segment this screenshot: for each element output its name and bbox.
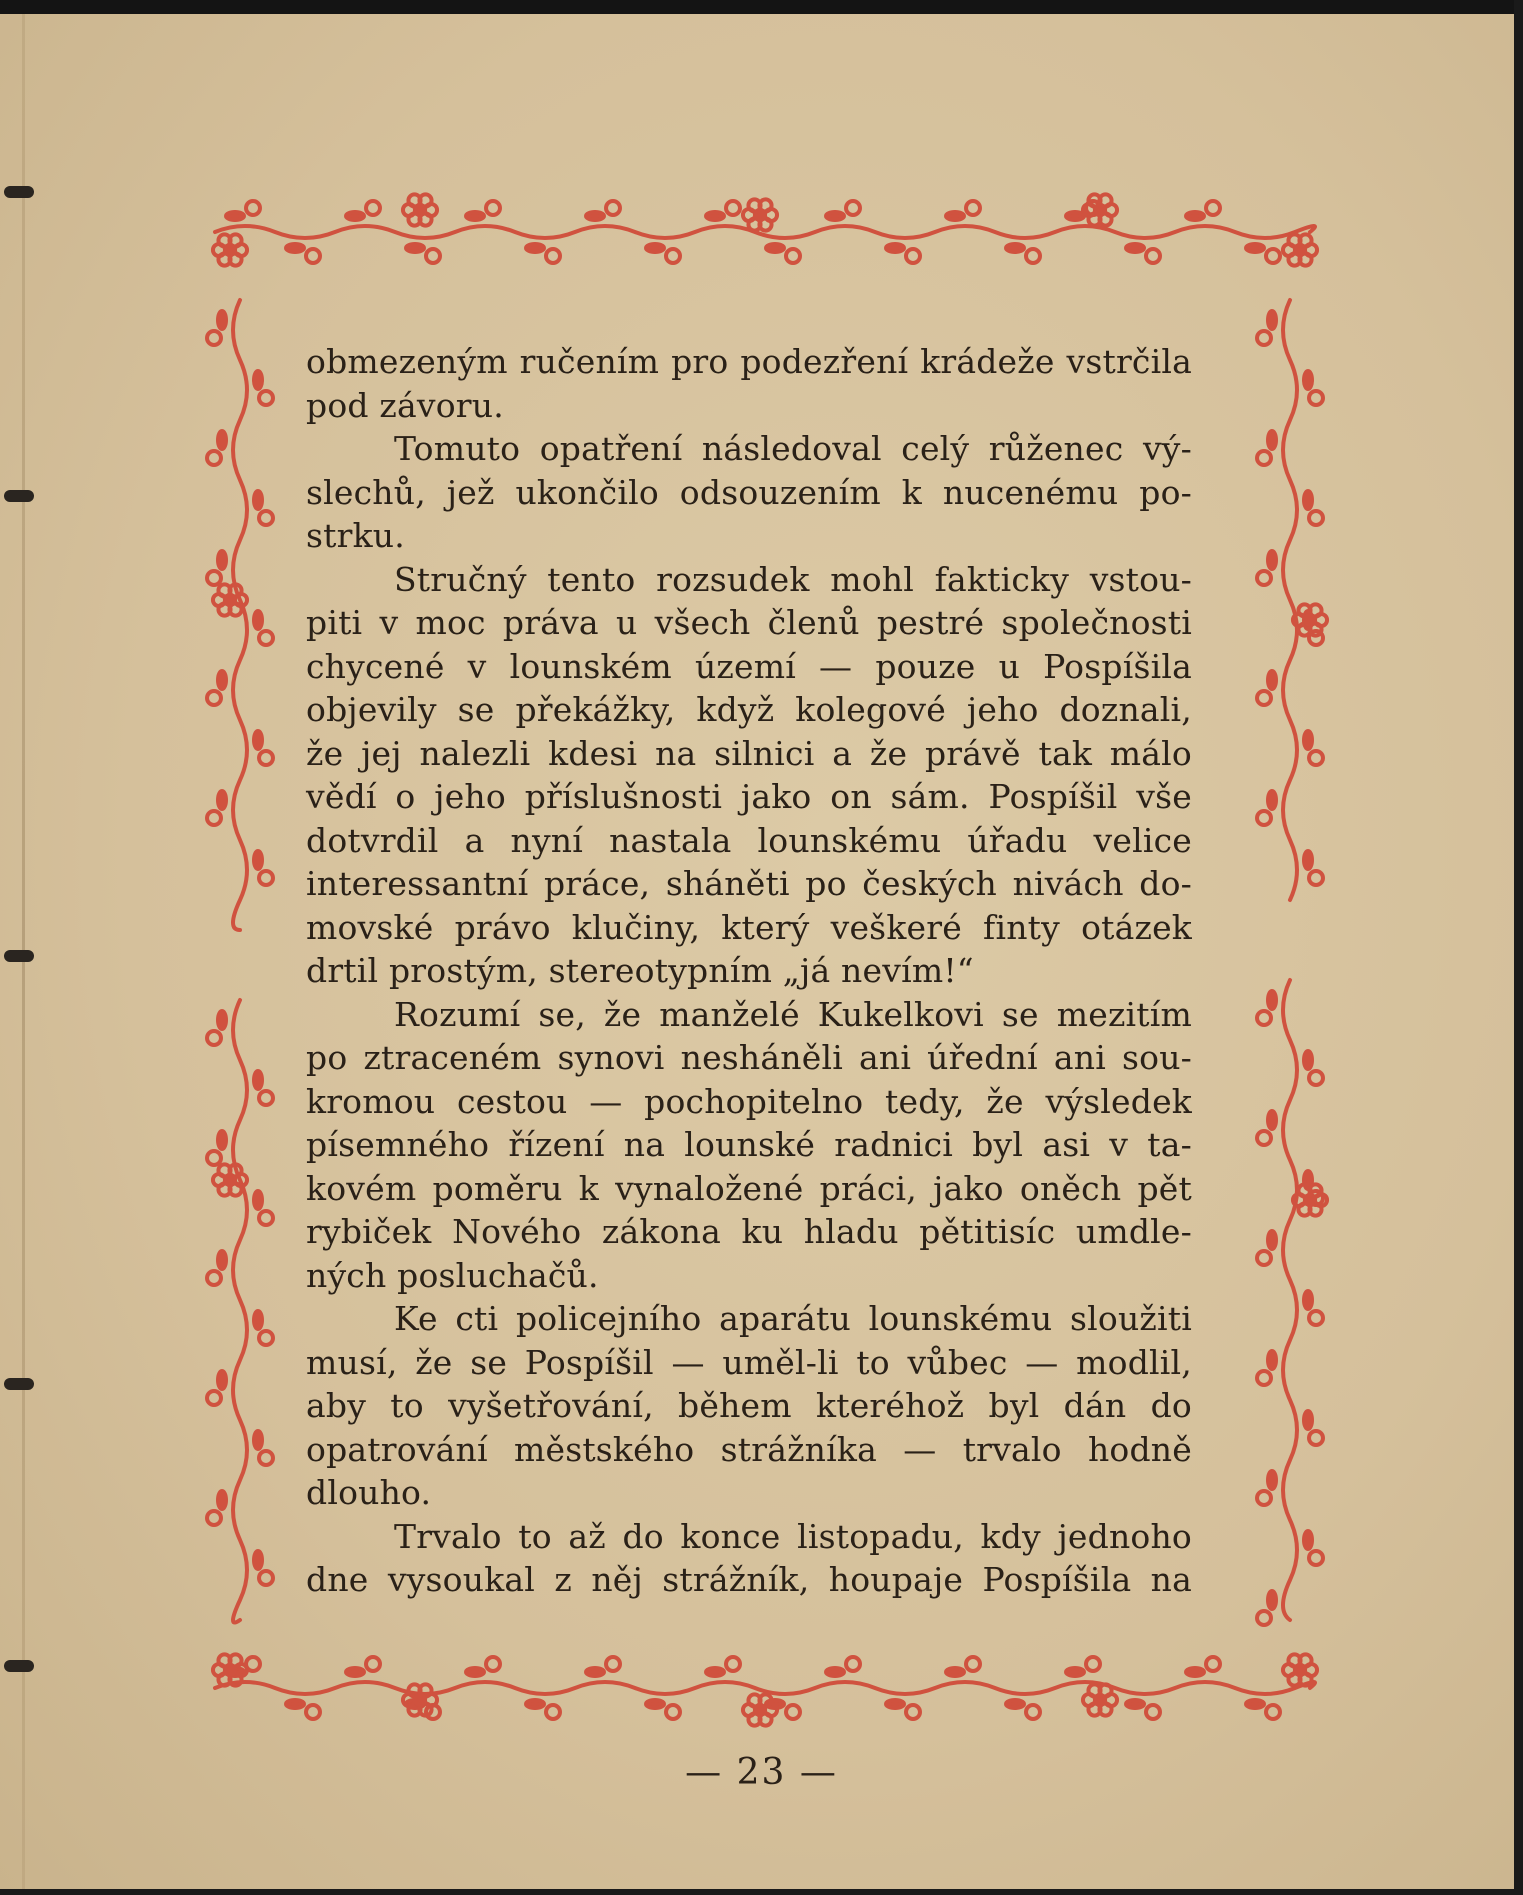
flower-center-icon [1295, 1665, 1305, 1675]
vine-bud-icon [259, 1571, 273, 1585]
vine-bud-icon [207, 1511, 221, 1525]
leaf-icon [466, 212, 484, 220]
vine-bud-icon [1266, 1705, 1280, 1719]
vine-bud-icon [207, 1271, 221, 1285]
vine-bud-icon [207, 1151, 221, 1165]
leaf-icon [1268, 791, 1276, 809]
text-line: písemného řízení na lounské radnici byl asi v ta- [306, 1125, 1192, 1164]
vine-bud-icon [966, 201, 980, 215]
flower-center-icon [755, 210, 765, 220]
leaf-icon [218, 551, 226, 569]
leaf-icon [1066, 212, 1084, 220]
vine-bud-icon [426, 249, 440, 263]
leaf-icon [1268, 431, 1276, 449]
leaf-icon [226, 212, 244, 220]
leaf-icon [1186, 1668, 1204, 1676]
vine-bud-icon [1086, 1657, 1100, 1671]
text-line: piti v moc práva u všech členů pestré společnosti [306, 603, 1192, 642]
leaf-icon [1304, 371, 1312, 389]
vine-bud-icon [259, 391, 273, 405]
flower-center-icon [225, 1665, 235, 1675]
vine-bud-icon [207, 1031, 221, 1045]
vine-bud-icon [207, 811, 221, 825]
vine-bud-icon [1026, 1705, 1040, 1719]
vine-bud-icon [1309, 1311, 1323, 1325]
page-number: — 23 — [685, 1752, 838, 1793]
vine-bud-icon [1309, 1551, 1323, 1565]
vine-bud-icon [1309, 391, 1323, 405]
text-line: dotvrdil a nyní nastala lounskému úřadu velice [306, 820, 1192, 860]
text-line: musí, že se Pospíšil — uměl-li to vůbec — modlil, [306, 1342, 1192, 1382]
vine-bud-icon [207, 1391, 221, 1405]
leaf-icon [1006, 1700, 1024, 1708]
text-line: vědí o jeho příslušnosti jako on sám. Pospíšil vše [306, 777, 1192, 816]
vine-bud-icon [786, 1705, 800, 1719]
vine-bud-icon [486, 1657, 500, 1671]
vine-bud-icon [207, 691, 221, 705]
vine-bud-icon [1257, 1611, 1271, 1625]
flower-center-icon [1305, 1195, 1315, 1205]
leaf-icon [254, 1311, 262, 1329]
leaf-icon [254, 851, 262, 869]
leaf-icon [526, 1700, 544, 1708]
text-line: obmezeným ručením pro podezření krádeže vstrčila [306, 342, 1192, 381]
vine-bud-icon [207, 451, 221, 465]
leaf-icon [1304, 1051, 1312, 1069]
leaf-icon [1066, 1668, 1084, 1676]
vine-bud-icon [1026, 249, 1040, 263]
vine-bud-icon [1257, 1131, 1271, 1145]
vine-bud-icon [246, 201, 260, 215]
leaf-icon [346, 1668, 364, 1676]
vine-bud-icon [259, 1331, 273, 1345]
leaf-icon [1006, 244, 1024, 252]
left-vine-lower [233, 1000, 247, 1623]
leaf-icon [218, 431, 226, 449]
vine-bud-icon [259, 511, 273, 525]
vine-bud-icon [846, 1657, 860, 1671]
leaf-icon [766, 244, 784, 252]
leaf-icon [286, 244, 304, 252]
vine-bud-icon [1266, 249, 1280, 263]
right-vine-upper [1283, 300, 1297, 900]
leaf-icon [1268, 1111, 1276, 1129]
vine-bud-icon [1146, 249, 1160, 263]
leaf-icon [254, 611, 262, 629]
vine-bud-icon [259, 1091, 273, 1105]
right-vine-lower [1283, 980, 1297, 1620]
leaf-icon [218, 791, 226, 809]
leaf-icon [886, 244, 904, 252]
leaf-icon [586, 1668, 604, 1676]
vine-bud-icon [259, 631, 273, 645]
vine-bud-icon [207, 571, 221, 585]
vine-bud-icon [906, 249, 920, 263]
leaf-icon [254, 1431, 262, 1449]
leaf-icon [826, 1668, 844, 1676]
flower-center-icon [1295, 245, 1305, 255]
leaf-icon [526, 244, 544, 252]
vine-bud-icon [1206, 201, 1220, 215]
leaf-icon [826, 212, 844, 220]
leaf-icon [218, 671, 226, 689]
body-text [306, 340, 1192, 1602]
leaf-icon [1304, 731, 1312, 749]
leaf-icon [646, 244, 664, 252]
vine-bud-icon [207, 331, 221, 345]
leaf-icon [1304, 1291, 1312, 1309]
text-line: dne vysoukal z něj strážník, houpaje Pospíšila na [306, 1560, 1192, 1599]
vine-bud-icon [1309, 1071, 1323, 1085]
text-line: kromou cestou — pochopitelno tedy, že výsledek [306, 1081, 1192, 1121]
vine-bud-icon [486, 201, 500, 215]
vine-bud-icon [1257, 571, 1271, 585]
leaf-icon [346, 212, 364, 220]
leaf-icon [1268, 991, 1276, 1009]
vine-bud-icon [846, 201, 860, 215]
vine-bud-icon [259, 871, 273, 885]
text-line: aby to vyšetřování, během kteréhož byl dán do [306, 1386, 1192, 1425]
leaf-icon [1268, 1351, 1276, 1369]
leaf-icon [1246, 244, 1264, 252]
leaf-icon [1126, 1700, 1144, 1708]
vine-bud-icon [1257, 1011, 1271, 1025]
flower-center-icon [415, 205, 425, 215]
leaf-icon [218, 311, 226, 329]
text-line: Tomuto opatření následoval celý růženec vý- [394, 429, 1192, 468]
leaf-icon [1304, 1531, 1312, 1549]
leaf-icon [1304, 1411, 1312, 1429]
leaf-icon [254, 1551, 262, 1569]
leaf-icon [466, 1668, 484, 1676]
leaf-icon [1268, 1231, 1276, 1249]
flower-center-icon [225, 595, 235, 605]
text-line: slechů, jež ukončilo odsouzením k nucenému po- [306, 472, 1192, 512]
flower-center-icon [755, 1705, 765, 1715]
vine-bud-icon [726, 201, 740, 215]
leaf-icon [1126, 244, 1144, 252]
text-line: objevily se překážky, když kolegové jeho doznali, [306, 690, 1192, 729]
vine-bud-icon [606, 1657, 620, 1671]
text-line: rybiček Nového zákona ku hladu pětitisíc umdle- [306, 1212, 1192, 1251]
vine-bud-icon [786, 249, 800, 263]
vine-bud-icon [546, 249, 560, 263]
vine-bud-icon [1257, 1251, 1271, 1265]
leaf-icon [218, 1251, 226, 1269]
vine-bud-icon [259, 1211, 273, 1225]
leaf-icon [1268, 311, 1276, 329]
leaf-icon [586, 212, 604, 220]
vine-bud-icon [306, 249, 320, 263]
leaf-icon [218, 1131, 226, 1149]
vine-bud-icon [1206, 1657, 1220, 1671]
leaf-icon [218, 1011, 226, 1029]
text-line: chycené v lounském území — pouze u Pospíšila [306, 646, 1192, 686]
flower-center-icon [1095, 1695, 1105, 1705]
vine-bud-icon [259, 751, 273, 765]
leaf-icon [946, 1668, 964, 1676]
vine-bud-icon [366, 201, 380, 215]
bottom-vine [215, 1682, 1315, 1694]
text-line: movské právo klučiny, který veškeré finty otázek [306, 907, 1192, 947]
text-line: kovém poměru k vynaložené práci, jako oněch pět [306, 1168, 1192, 1208]
leaf-icon [254, 491, 262, 509]
text-line: opatrování městského strážníka — trvalo hodně [306, 1429, 1192, 1469]
leaf-icon [254, 1071, 262, 1089]
vine-bud-icon [1257, 451, 1271, 465]
vine-bud-icon [966, 1657, 980, 1671]
leaf-icon [1186, 212, 1204, 220]
flower-center-icon [1095, 205, 1105, 215]
vine-bud-icon [906, 1705, 920, 1719]
leaf-icon [1304, 851, 1312, 869]
vine-bud-icon [1309, 511, 1323, 525]
vine-bud-icon [259, 1451, 273, 1465]
vine-bud-icon [1257, 1371, 1271, 1385]
leaf-icon [946, 212, 964, 220]
vine-bud-icon [1309, 1431, 1323, 1445]
leaf-icon [1268, 1591, 1276, 1609]
vine-bud-icon [1257, 1491, 1271, 1505]
leaf-icon [706, 212, 724, 220]
vine-bud-icon [306, 1705, 320, 1719]
text-line: po ztraceném synovi nesháněli ani úřední ani sou- [306, 1038, 1192, 1077]
flower-center-icon [415, 1695, 425, 1705]
text-line: Trvalo to až do konce listopadu, kdy jednoho [394, 1516, 1192, 1556]
text-line: Stručný tento rozsudek mohl fakticky vstou- [394, 559, 1192, 599]
text-line: ných posluchačů. [306, 1255, 599, 1295]
leaf-icon [254, 1191, 262, 1209]
vine-bud-icon [546, 1705, 560, 1719]
leaf-icon [646, 1700, 664, 1708]
text-line: pod závoru. [306, 385, 504, 425]
leaf-icon [218, 1371, 226, 1389]
text-line: dlouho. [306, 1473, 432, 1512]
text-line: interessantní práce, sháněti po českých nivách do- [306, 864, 1192, 903]
vine-bud-icon [606, 201, 620, 215]
vine-bud-icon [1257, 811, 1271, 825]
text-line: že jej nalezli kdesi na silnici a že právě tak málo [306, 733, 1192, 773]
leaf-icon [886, 1700, 904, 1708]
vine-bud-icon [1309, 871, 1323, 885]
text-line: strku. [306, 516, 405, 555]
vine-bud-icon [726, 1657, 740, 1671]
leaf-icon [1246, 1700, 1264, 1708]
leaf-icon [1268, 551, 1276, 569]
vine-bud-icon [666, 1705, 680, 1719]
vine-bud-icon [366, 1657, 380, 1671]
leaf-icon [706, 1668, 724, 1676]
vine-bud-icon [666, 249, 680, 263]
leaf-icon [254, 731, 262, 749]
vine-bud-icon [1257, 331, 1271, 345]
text-line: Ke cti policejního aparátu lounskému sloužiti [394, 1299, 1192, 1338]
flower-center-icon [225, 1175, 235, 1185]
text-line: Rozumí se, že manželé Kukelkovi se mezitím [394, 994, 1192, 1034]
vine-bud-icon [1309, 751, 1323, 765]
flower-center-icon [1305, 615, 1315, 625]
leaf-icon [286, 1700, 304, 1708]
leaf-icon [1268, 671, 1276, 689]
leaf-icon [1268, 1471, 1276, 1489]
flower-center-icon [225, 245, 235, 255]
vine-bud-icon [1257, 691, 1271, 705]
leaf-icon [218, 1491, 226, 1509]
vine-bud-icon [1146, 1705, 1160, 1719]
text-line: drtil prostým, stereotypním „já nevím!“ [306, 951, 974, 990]
leaf-icon [406, 244, 424, 252]
leaf-icon [1304, 491, 1312, 509]
leaf-icon [254, 371, 262, 389]
